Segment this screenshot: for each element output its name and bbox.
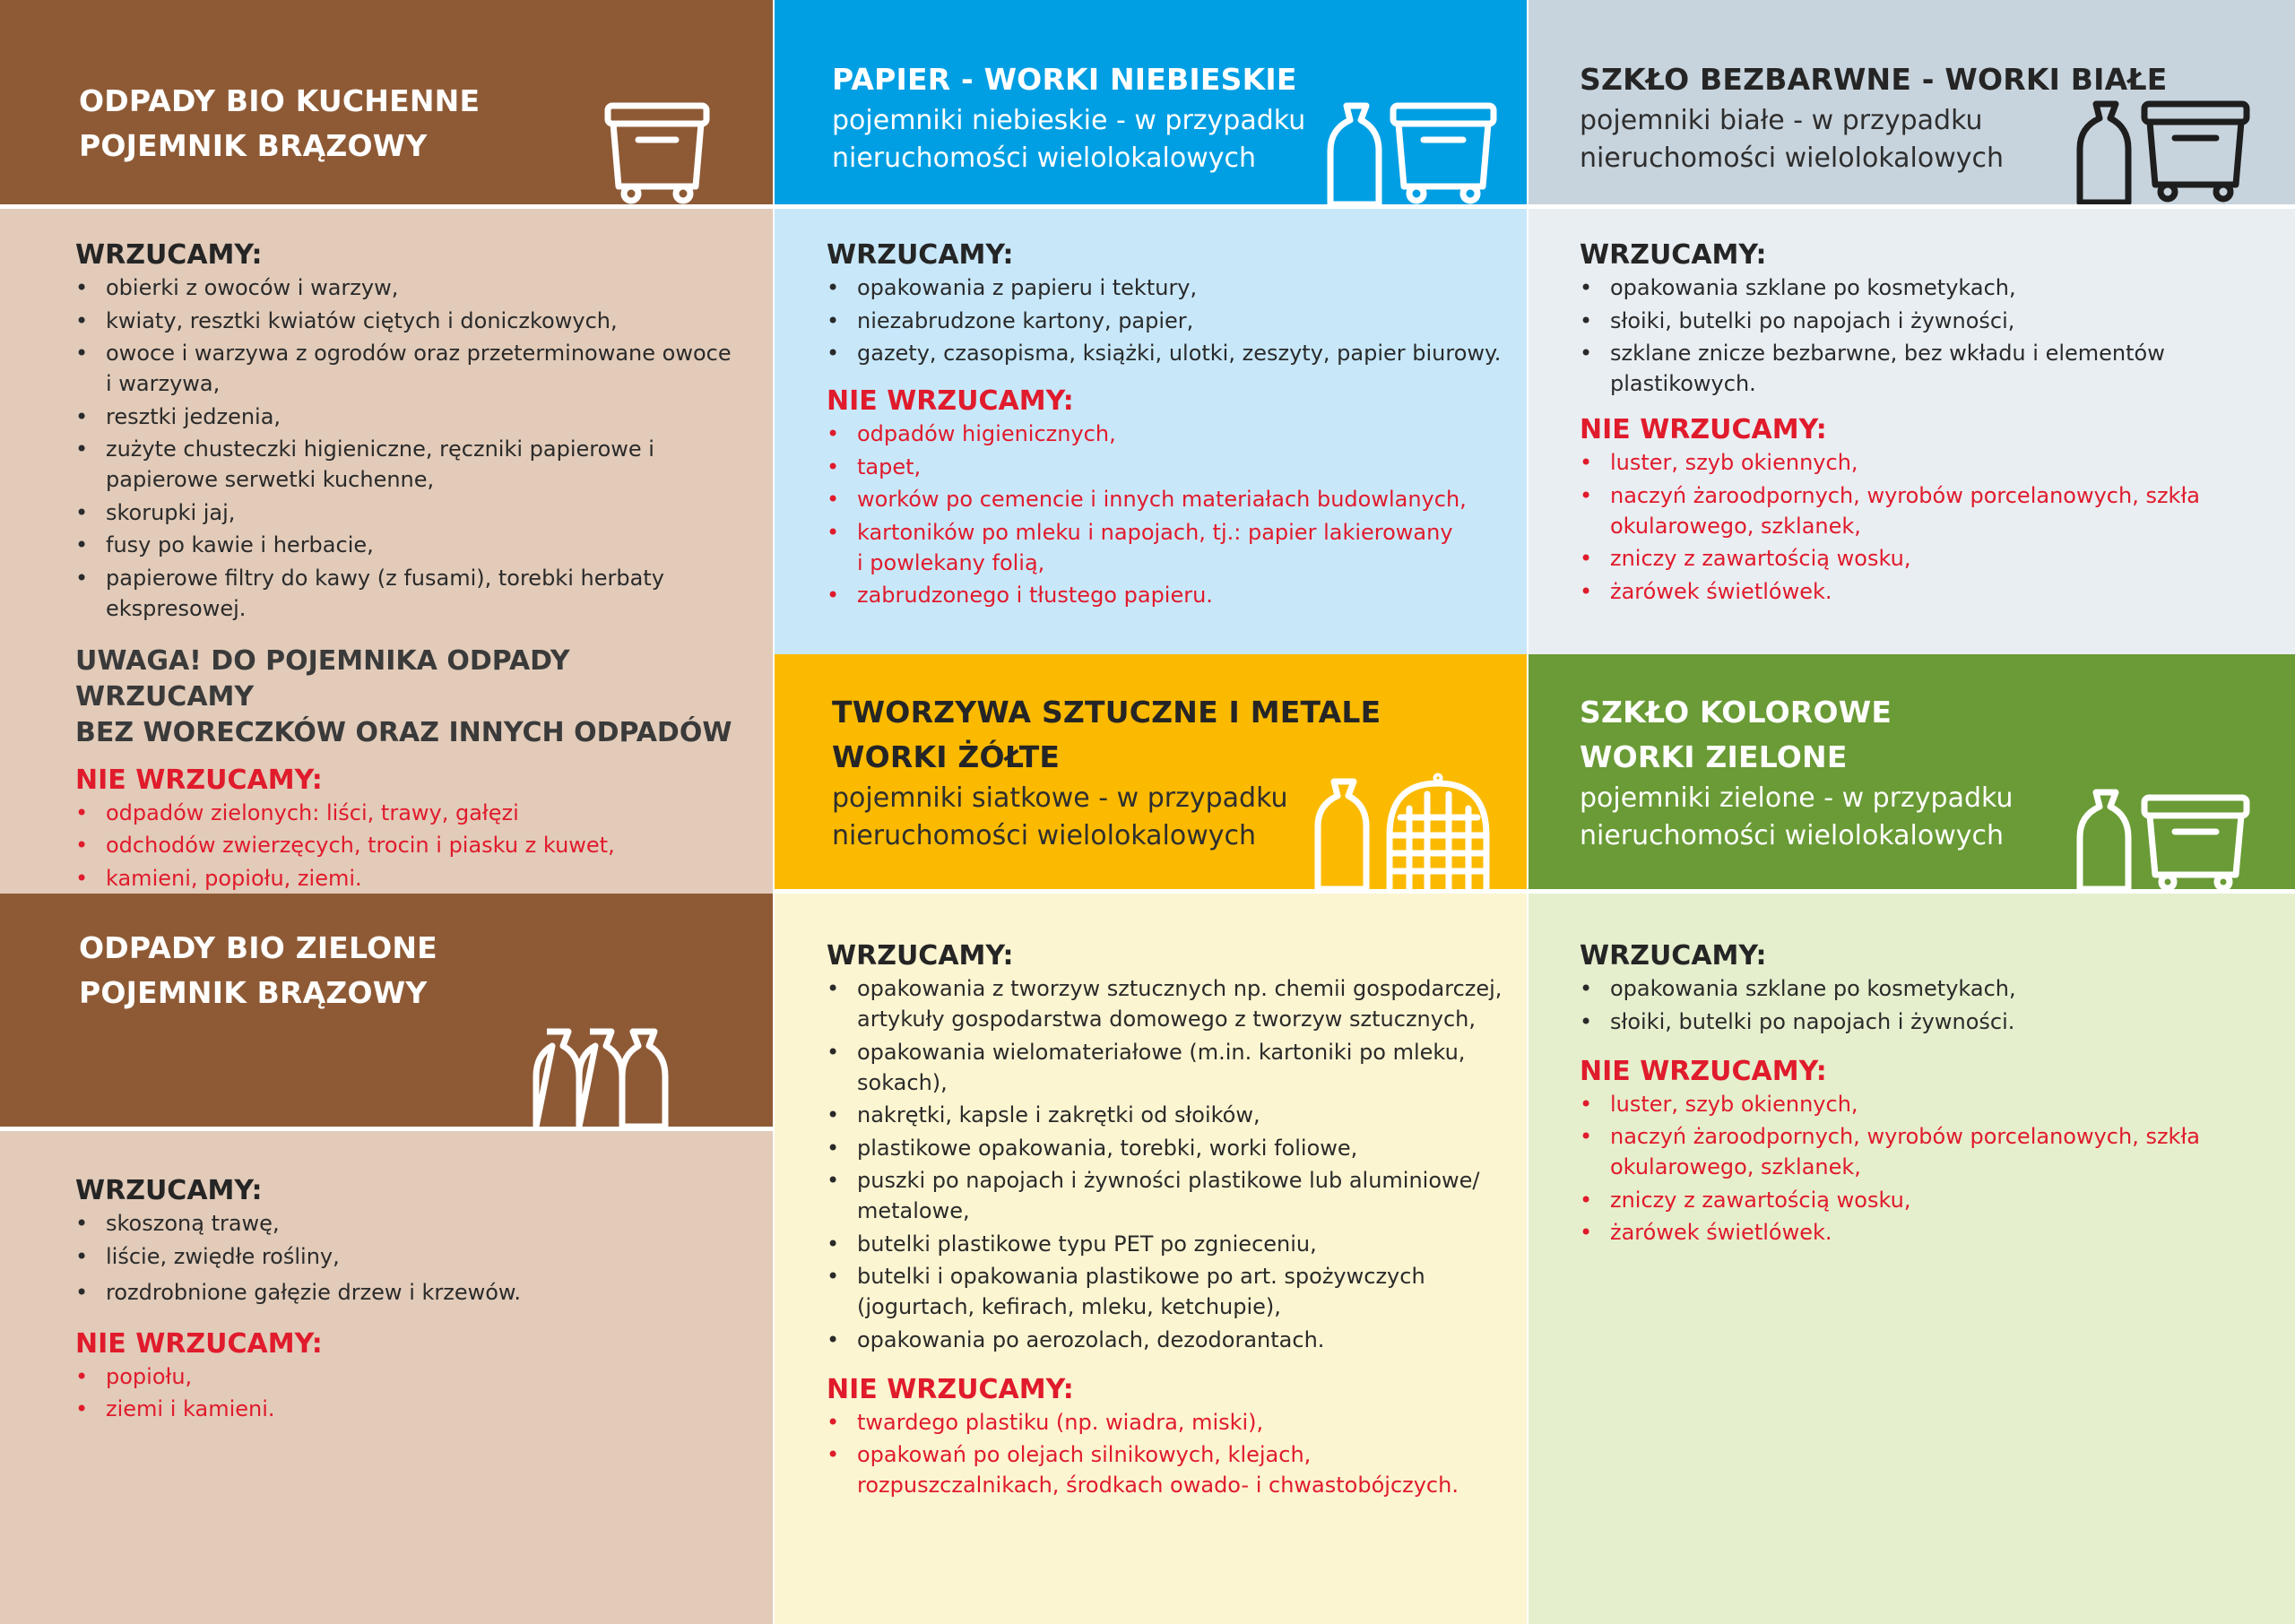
list-item: • puszki po napojach i żywności plastikowe lub aluminiowe/ metalowe, [827,1165,1508,1226]
glass-clear-header: SZKŁO BEZBARWNE - WORKI BIAŁE pojemniki białe - w przypadku nieruchomości wielolokalowych [1528,0,2295,204]
list-item: • luster, szyb okiennych, [1580,447,2261,478]
glass-clear-title: SZKŁO BEZBARWNE - WORKI BIAŁE [1580,62,2168,97]
accept-heading: WRZUCAMY: [75,1175,263,1206]
column-divider [1527,0,1529,1624]
bag-and-bin-icon [1325,100,1504,204]
list-item: • zużyte chusteczki higieniczne, ręczniki papierowe i papierowe serwetki kuchenne, [75,434,739,495]
list-item: • żarówek świetlówek. [1580,1217,2261,1248]
reject-heading: NIE WRZUCAMY: [75,1327,323,1360]
list-item: • słoiki, butelki po napojach i żywności. [1580,1006,2261,1037]
bio-kitchen-header [0,0,775,204]
list-item: • kwiaty, resztki kwiatów ciętych i doniczkowych, [75,306,739,336]
reject-list [1580,447,2261,607]
accept-heading: WRZUCAMY: [75,239,263,271]
list-item: • fusy po kawie i herbacie, [75,530,739,560]
glass-color-body [1580,939,2261,1250]
list-item: • odpadów zielonych: liści, trawy, gałęzi [75,798,739,828]
reject-list [827,1407,1508,1501]
list-item: • popiołu, [75,1361,739,1392]
list-item: • papierowe filtry do kawy (z fusami), torebki herbaty ekspresowej. [75,563,739,624]
list-item: • opakowania z papieru i tektury, [827,272,1508,303]
list-item: • owoce i warzywa z ogrodów oraz przeterminowane owoce i warzywa, [75,338,739,399]
reject-list [827,419,1508,610]
list-item: • nakrętki, kapsle i zakrętki od słoików, [827,1100,1508,1130]
column-divider [773,0,775,1624]
paper-subtitle: pojemniki niebieskie - w przypadku [832,105,1306,136]
accept-heading: WRZUCAMY: [1580,940,1767,972]
accept-list [75,272,739,624]
list-item: • niezabrudzone kartony, papier, [827,306,1508,336]
accept-list [827,973,1508,1355]
bio-green-title: ODPADY BIO ZIELONE [79,930,437,965]
list-item: • naczyń żaroodpornych, wyrobów porcelanowych, szkła okularowego, szklanek, [1580,480,2261,541]
accept-list [1580,973,2261,1037]
accept-list [75,1208,739,1308]
plastics-body [827,939,1508,1503]
bag-and-bin-icon [2074,787,2257,889]
list-item: • opakowania szklane po kosmetykach, [1580,272,2261,303]
list-item: • opakowań po olejach silnikowych, klejach, rozpuszczalnikach, środkach owado- i chwastobójczych. [827,1439,1508,1500]
list-item: • zniczy z zawartością wosku, [1580,543,2261,574]
list-item: • opakowania szklane po kosmetykach, [1580,973,2261,1004]
bio-green-body [75,1174,739,1427]
list-item: • skoszoną trawę, [75,1208,739,1239]
list-item: • żarówek świetlówek. [1580,576,2261,607]
glass-color-title: SZKŁO KOLOROWE [1580,695,1892,730]
glass-color-subtitle: pojemniki zielone - w przypadku [1580,782,2014,814]
list-item: • kamieni, popiołu, ziemi. [75,863,739,894]
paper-header: PAPIER - WORKI NIEBIESKIE pojemniki niebieskie - w przypadku nieruchomości wielolokalowych [775,0,1528,204]
list-item: • worków po cemencie i innych materiałach budowlanych, [827,484,1508,514]
glass-color-header: SZKŁO KOLOROWE WORKI ZIELONE pojemniki zielone - w przypadku nieruchomości wielolokalowych [1528,654,2295,889]
list-item: • butelki i opakowania plastikowe po art. spożywczych (jogurtach, kefirach, mleku, ketchupie), [827,1261,1508,1322]
list-item: • plastikowe opakowania, torebki, worki foliowe, [827,1133,1508,1163]
list-item: • opakowania po aerozolach, dezodorantach. [827,1325,1508,1355]
list-item: • odchodów zwierzęcych, trocin i piasku z kuwet, [75,830,739,860]
accept-heading: WRZUCAMY: [827,940,1014,972]
bio-green-subtitle: POJEMNIK BRĄZOWY [79,975,428,1010]
reject-list [1580,1089,2261,1248]
bag-and-mesh-container-icon [1311,773,1501,889]
list-item: • butelki plastikowe typu PET po zgnieceniu, [827,1229,1508,1259]
accept-list [827,272,1508,368]
paper-title: PAPIER - WORKI NIEBIESKIE [832,62,1297,97]
divider [0,204,775,209]
list-item: • obierki z owoców i warzyw, [75,272,739,303]
reject-heading: NIE WRZUCAMY: [1580,414,1827,445]
list-item: • rozdrobnione gałęzie drzew i krzewów. [75,1277,739,1308]
list-item: • słoiki, butelki po napojach i żywności, [1580,306,2261,336]
bio-kitchen-body [75,238,739,895]
list-item: • opakowania wielomateriałowe (m.in. kartoniki po mleku, sokach), [827,1037,1508,1098]
warning: UWAGA! DO POJEMNIKA ODPADY WRZUCAMY BEZ WORECZKÓW ORAZ INNYCH ODPADÓW [75,644,732,748]
accept-list [1580,272,2261,399]
glass-clear-body [1580,238,2261,609]
reject-heading: NIE WRZUCAMY: [827,385,1074,417]
list-item: • zabrudzonego i tłustego papieru. [827,580,1508,610]
list-item: • skorupki jaj, [75,497,739,528]
reject-list [75,798,739,894]
reject-heading: NIE WRZUCAMY: [1580,1055,1827,1087]
list-item: • luster, szyb okiennych, [1580,1089,2261,1119]
three-bags-icon [533,1024,690,1127]
reject-list [75,1361,739,1425]
list-item: • opakowania z tworzyw sztucznych np. chemii gospodarczej, artykuły gospodarstwa domowego z tworzyw sztucznych, [827,973,1508,1034]
plastics-header: TWORZYWA SZTUCZNE I METALE WORKI ŻÓŁTE pojemniki siatkowe - w przypadku nieruchomości wielolokalowych [775,654,1528,889]
list-item: • ziemi i kamieni. [75,1394,739,1424]
paper-body [827,238,1508,613]
list-item: • twardego plastiku (np. wiadra, miski), [827,1407,1508,1438]
list-item: • odpadów higienicznych, [827,419,1508,449]
bio-kitchen-title: ODPADY BIO KUCHENNE [79,83,481,118]
bio-green-header [0,894,775,1127]
list-item: • liście, zwiędłe rośliny, [75,1241,739,1272]
list-item: • tapet, [827,452,1508,482]
accept-heading: WRZUCAMY: [827,239,1014,271]
list-item: • naczyń żaroodpornych, wyrobów porcelanowych, szkła okularowego, szklanek, [1580,1121,2261,1182]
reject-heading: NIE WRZUCAMY: [75,764,323,796]
accept-heading: WRZUCAMY: [1580,239,1767,271]
list-item: • gazety, czasopisma, książki, ulotki, zeszyty, papier biurowy. [827,338,1508,368]
reject-heading: NIE WRZUCAMY: [827,1373,1074,1405]
list-item: • szklane znicze bezbarwne, bez wkładu i elementów plastikowych. [1580,338,2261,399]
list-item: • zniczy z zawartością wosku, [1580,1185,2261,1215]
list-item: • kartoników po mleku i napojach, tj.: papier lakierowany i powlekany folią, [827,517,1508,578]
plastics-title: TWORZYWA SZTUCZNE I METALE [832,695,1381,730]
bag-and-bin-icon [2074,99,2257,204]
glass-clear-subtitle: pojemniki białe - w przypadku [1580,105,1983,136]
bio-kitchen-subtitle: POJEMNIK BRĄZOWY [79,128,428,163]
plastics-subtitle: pojemniki siatkowe - w przypadku [832,782,1288,814]
bin-icon [602,100,714,204]
list-item: • resztki jedzenia, [75,402,739,432]
